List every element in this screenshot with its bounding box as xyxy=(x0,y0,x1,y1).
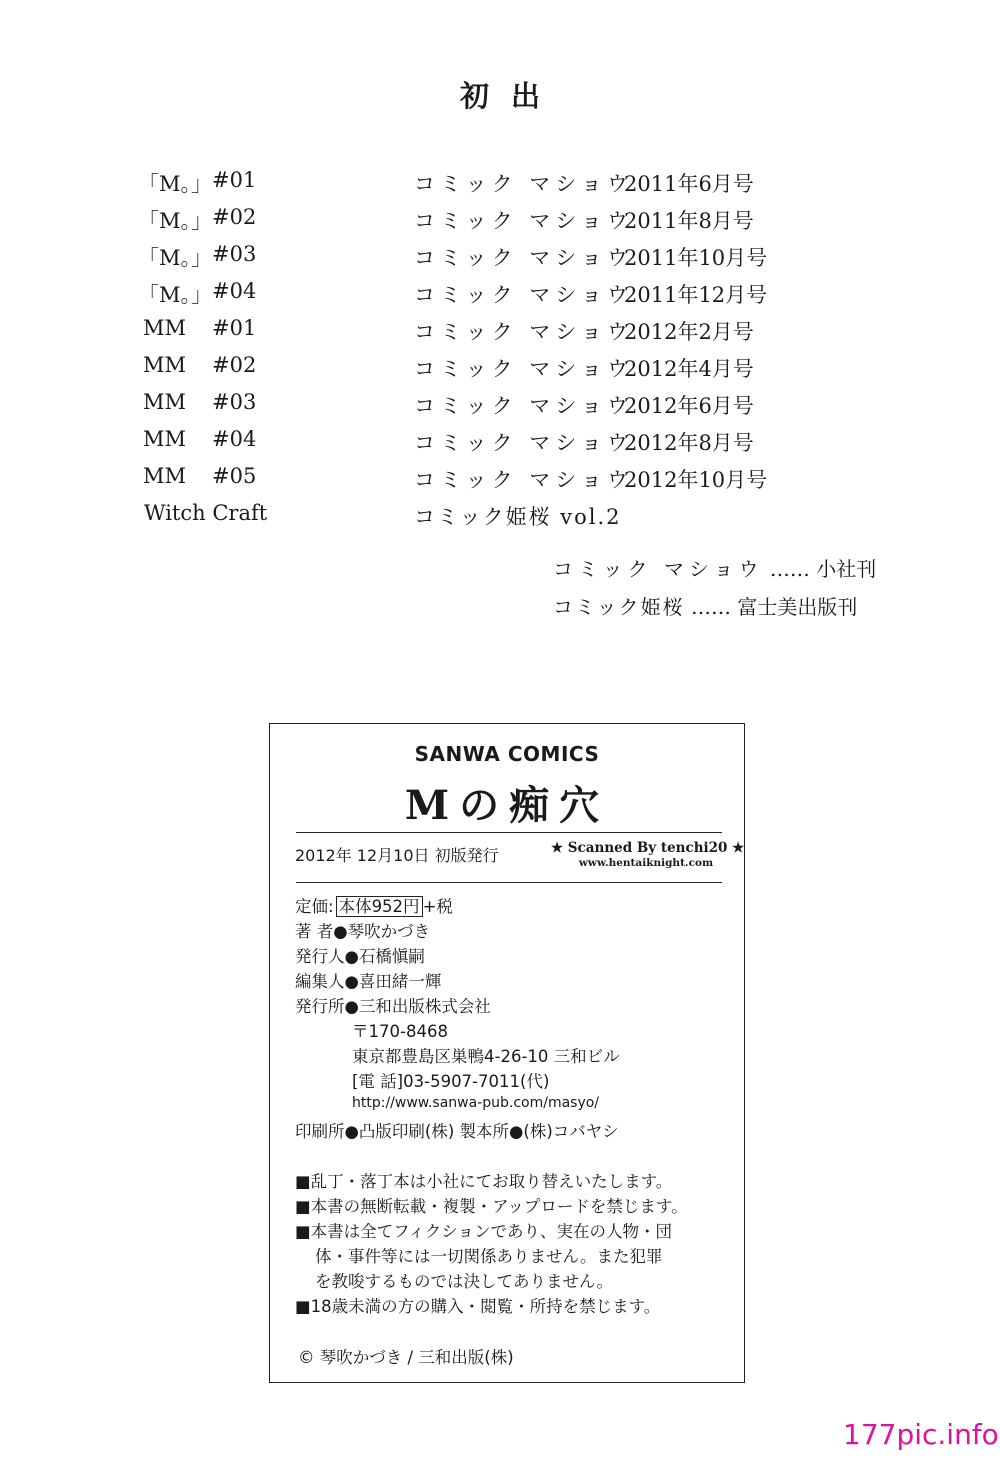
publisher-note xyxy=(553,553,876,591)
book-title: Mの痴穴 xyxy=(404,782,610,829)
site-watermark: 177pic.info xyxy=(843,1418,999,1451)
story-number: #01 xyxy=(212,316,257,340)
issue-date: 2012年10月号 xyxy=(624,468,768,492)
magazine-name: コミック マショウ xyxy=(414,209,633,233)
printer-line: 印刷所●凸版印刷(株) 製本所●(株)コバヤシ xyxy=(295,1122,619,1141)
magazine-name: コミック マショウ xyxy=(414,468,633,492)
story-number: #04 xyxy=(212,279,257,303)
office-line: 発行所●三和出版株式会社 xyxy=(295,997,491,1016)
story-number: #02 xyxy=(212,353,257,377)
price-label: 定価: xyxy=(295,897,334,916)
magazine-name: コミック マショウ xyxy=(414,246,633,270)
notice-line: ■本書の無断転載・複製・アップロードを禁じます。 xyxy=(295,1197,688,1216)
publication-row xyxy=(0,353,1000,390)
story-title: MM xyxy=(143,353,187,377)
story-title: 「M。」 xyxy=(138,246,213,270)
story-number: #05 xyxy=(212,464,257,488)
publication-row xyxy=(0,205,1000,242)
notice-line: ■本書は全てフィクションであり、実在の人物・団 xyxy=(295,1222,672,1241)
page-heading: 初出 xyxy=(459,79,562,113)
publication-row xyxy=(0,316,1000,353)
scan-url: www.hentaiknight.com xyxy=(578,857,714,869)
note-magazine: コミック マショウ xyxy=(553,557,764,581)
story-title: MM xyxy=(143,390,187,414)
magazine-name: コミック マショウ xyxy=(414,357,633,381)
issue-date: 2011年10月号 xyxy=(624,246,768,270)
publication-row xyxy=(0,279,1000,316)
story-title: Witch Craft xyxy=(144,501,268,525)
divider xyxy=(296,832,722,833)
story-title: 「M。」 xyxy=(138,209,213,233)
scan-credit xyxy=(551,840,745,869)
issuer-line: 発行人●石橋愼嗣 xyxy=(295,947,425,966)
publication-row xyxy=(0,464,1000,501)
note-dots: …… xyxy=(769,557,810,581)
note-dots: …… xyxy=(690,595,731,619)
notice-line: 体・事件等には一切関係ありません。また犯罪 xyxy=(315,1247,663,1266)
magazine-name: コミック マショウ xyxy=(414,394,633,418)
notice-line: を教唆するものでは決してありません。 xyxy=(315,1272,613,1291)
publisher-note xyxy=(553,591,876,629)
publication-row xyxy=(0,168,1000,205)
phone: [電 話]03-5907-7011(代) xyxy=(352,1072,550,1091)
story-number: #02 xyxy=(212,205,257,229)
series-name: SANWA COMICS xyxy=(414,742,600,766)
publisher-notes xyxy=(553,553,876,629)
price-line xyxy=(295,893,453,917)
story-number: #04 xyxy=(212,427,257,451)
story-number: #03 xyxy=(212,390,257,414)
story-title: 「M。」 xyxy=(138,283,213,307)
note-publisher: 富士美出版刊 xyxy=(737,595,858,619)
publication-row xyxy=(0,390,1000,427)
price-value: 本体952円 xyxy=(336,896,423,917)
publisher-url: http://www.sanwa-pub.com/masyo/ xyxy=(352,1095,600,1111)
issue-date: 2012年8月号 xyxy=(624,431,754,455)
publication-row xyxy=(0,427,1000,464)
issue-date: 2012年4月号 xyxy=(624,357,754,381)
publication-row xyxy=(0,242,1000,279)
magazine-name: コミック姫桜 vol.2 xyxy=(414,505,622,529)
note-publisher: 小社刊 xyxy=(816,557,877,581)
story-title: MM xyxy=(143,316,187,340)
note-magazine: コミック姫桜 xyxy=(553,595,685,619)
author-line: 著 者●琴吹かづき xyxy=(295,922,431,941)
divider xyxy=(296,882,722,883)
price-tax: +税 xyxy=(422,897,453,916)
magazine-name: コミック マショウ xyxy=(414,283,633,307)
address: 東京都豊島区巣鴨4-26-10 三和ビル xyxy=(352,1047,620,1066)
story-number: #03 xyxy=(212,242,257,266)
postal-code: 〒170-8468 xyxy=(352,1022,448,1041)
scan-credit-text: ★ Scanned By tenchi20 ★ xyxy=(551,840,745,856)
publication-row xyxy=(0,501,1000,538)
issue-date: 2012年6月号 xyxy=(624,394,754,418)
magazine-name: コミック マショウ xyxy=(414,320,633,344)
story-number: #01 xyxy=(212,168,257,192)
story-title: MM xyxy=(143,464,187,488)
issue-date: 2011年6月号 xyxy=(624,172,754,196)
issue-date: 2011年12月号 xyxy=(624,283,768,307)
editor-line: 編集人●喜田緒一輝 xyxy=(295,972,442,991)
copyright-line: © 琴吹かづき / 三和出版(株) xyxy=(298,1348,514,1367)
notice-line: ■18歳未満の方の購入・閲覧・所持を禁じます。 xyxy=(295,1297,661,1316)
colophon-box xyxy=(269,723,745,1383)
story-title: 「M。」 xyxy=(138,172,213,196)
magazine-name: コミック マショウ xyxy=(414,431,633,455)
notice-line: ■乱丁・落丁本は小社にてお取り替えいたします。 xyxy=(295,1172,673,1191)
story-title: MM xyxy=(143,427,187,451)
issue-date: 2011年8月号 xyxy=(624,209,754,233)
issue-date: 2012年2月号 xyxy=(624,320,754,344)
issue-date-line: 2012年 12月10日 初版発行 xyxy=(295,846,499,865)
magazine-name: コミック マショウ xyxy=(414,172,633,196)
